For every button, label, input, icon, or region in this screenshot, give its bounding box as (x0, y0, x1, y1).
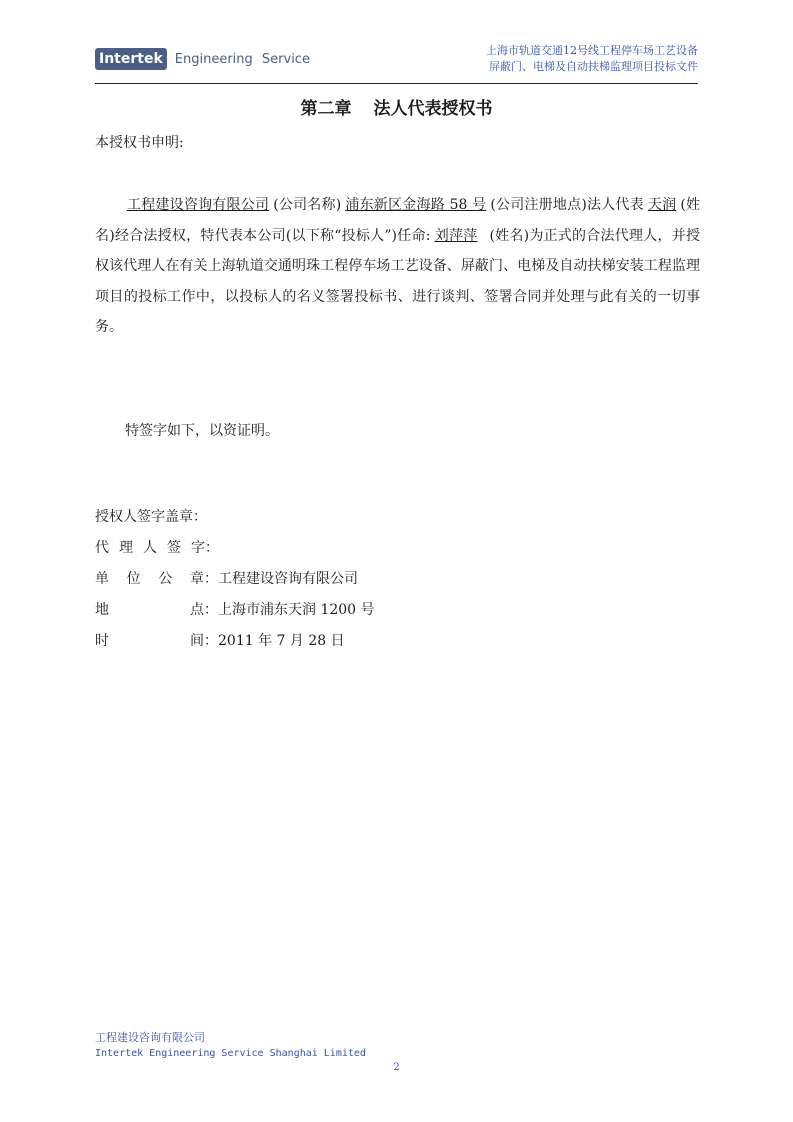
agent-name: 刘萍萍 (434, 227, 478, 244)
address-line (95, 599, 375, 619)
company-name: 工程建设咨询有限公司 (127, 197, 270, 213)
intertek-logo (95, 48, 310, 70)
unit-seal-line (95, 568, 358, 588)
company-note: (公司名称) (273, 197, 342, 213)
project-title (486, 43, 698, 75)
address-value: ：上海市浦东天润 1200 号 (204, 602, 375, 618)
address-label: 地 点 (95, 602, 204, 618)
chapter-name: 法人代表授权书 (373, 99, 493, 119)
legal-representative: 天润 (647, 197, 677, 213)
certification-line: 特签字如下，以资证明。 (125, 423, 279, 439)
agent-signature-label: 代 理 人 签 字 (95, 540, 205, 556)
paragraph-text-a: (姓名)经合法授权，特代表本公司(以下称“投标人”)任命: (95, 197, 700, 244)
authorizer-label: 授权人签字盖章： (95, 509, 207, 525)
page-number: 2 (393, 1062, 400, 1073)
address-note: (公司注册地点)法人代表 (490, 197, 644, 213)
unit-seal-value: ：工程建设咨询有限公司 (204, 571, 358, 587)
authorization-paragraph (95, 190, 700, 343)
date-line (95, 630, 345, 650)
chapter-number: 第二章 (300, 99, 352, 119)
paragraph-text-b: (姓名)为正式的合法代理人，并授权该代理人在有关上海轨道交通明珠工程停车场工艺设备、屏蔽门、电梯及自动扶梯安装工程监理项目的投标工作中，以投标人的名义签署投标书、进行谈判、签署合同并处理与此有关的一切事务。 (95, 227, 700, 335)
logo-brand: Intertek (95, 48, 167, 70)
agent-signature-colon: ： (205, 540, 219, 556)
footer-company-cn: 工程建设咨询有限公司 (95, 1031, 205, 1044)
page-header (95, 42, 698, 82)
project-title-line1: 上海市轨道交通12号线工程停车场工艺设备 (486, 44, 698, 57)
authorizer-signature-line (95, 506, 207, 526)
project-title-line2: 屏蔽门、电梯及自动扶梯监理项目投标文件 (489, 60, 698, 73)
date-label: 时 间 (95, 633, 204, 649)
logo-word-engineering: Engineering (174, 51, 253, 67)
logo-word-service: Service (261, 51, 310, 67)
page-footer (95, 1030, 366, 1061)
intro-line: 本授权书申明: (95, 135, 184, 151)
chapter-title (95, 94, 698, 119)
unit-seal-label: 单 位 公 章 (95, 571, 204, 587)
footer-company-en: Intertek Engineering Service Shanghai Limited (95, 1048, 366, 1059)
logo-subtitle (175, 52, 310, 67)
date-value: ：2011 年 7 月 28 日 (204, 633, 345, 649)
header-divider (95, 83, 698, 84)
company-address: 浦东新区金海路 58 号 (345, 197, 487, 213)
agent-signature-line (95, 537, 219, 557)
